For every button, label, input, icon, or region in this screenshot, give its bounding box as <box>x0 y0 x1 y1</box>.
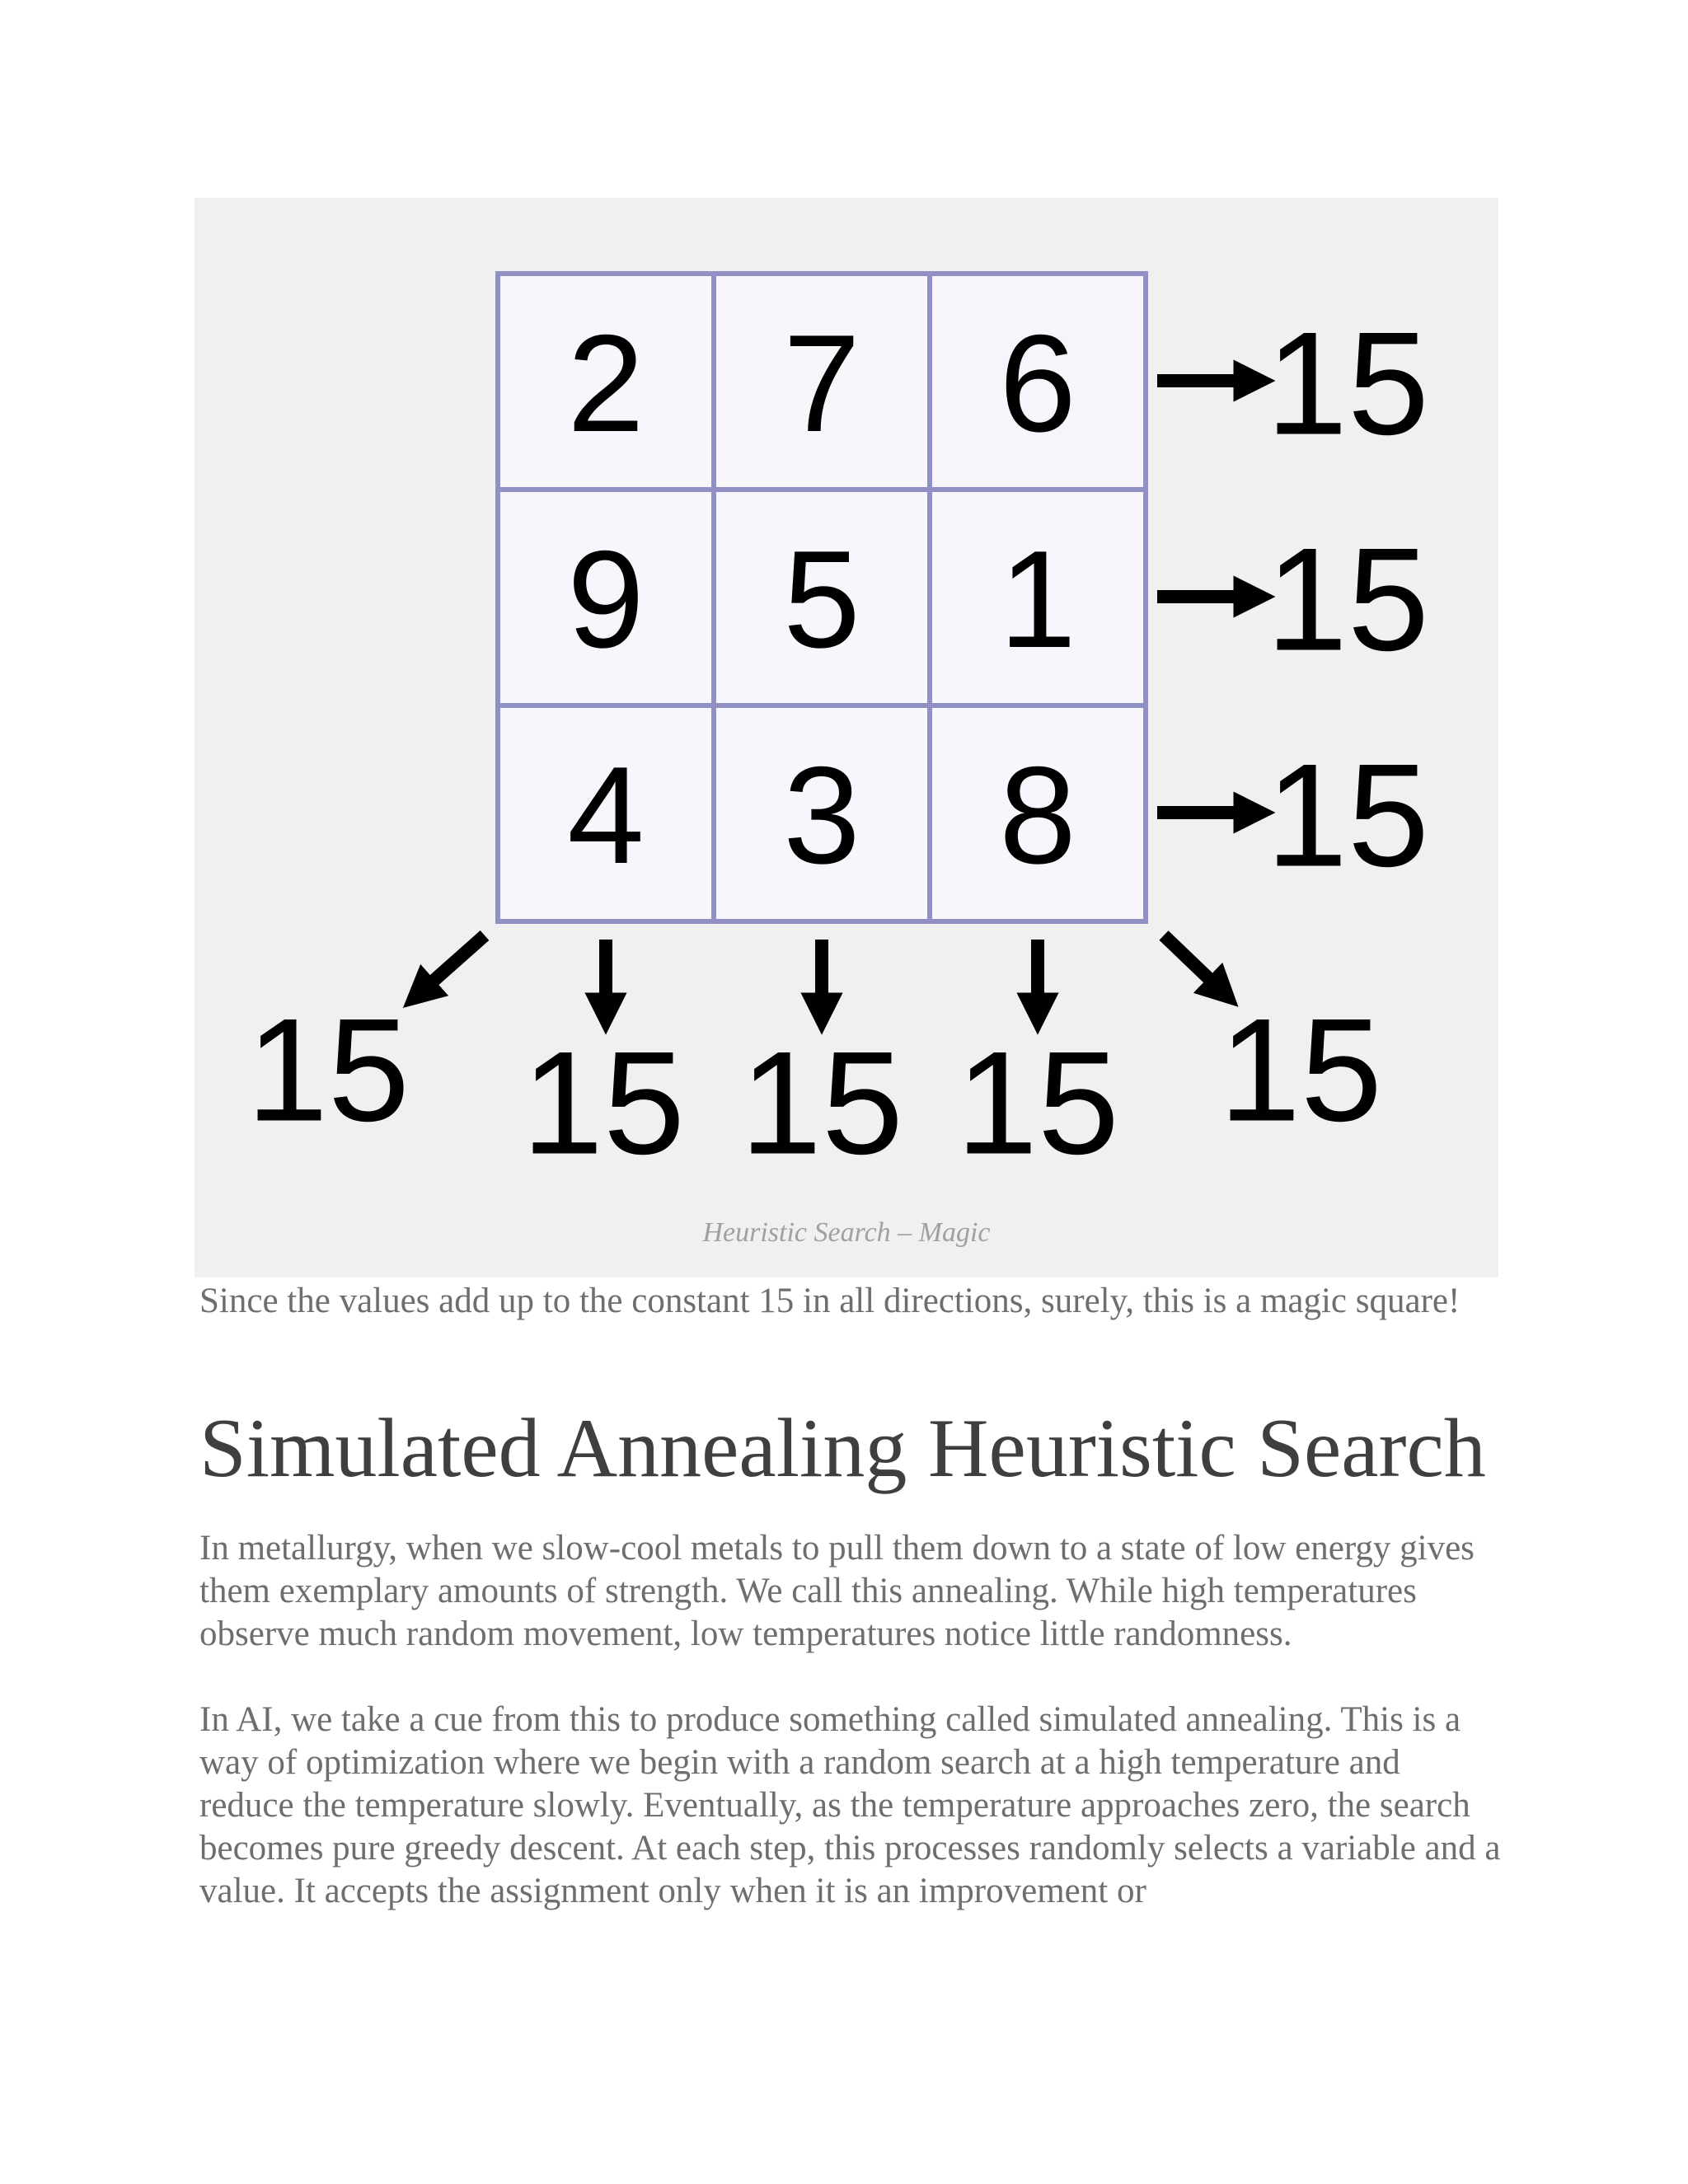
cell-value: 7 <box>783 306 860 461</box>
cell-value: 8 <box>999 738 1076 893</box>
cell-value: 4 <box>567 738 645 893</box>
body-paragraph <box>199 1527 1502 1656</box>
anti-diagonal-arrow <box>419 935 485 994</box>
cell-value: 5 <box>783 522 860 677</box>
paragraph-text: In metallurgy, when we slow-cool metals to pull them down to a state of low energy gives them exemplary amounts of strength. We call this annealing. While high temperatures observe much random movement, low temperatures notice little randomness. <box>199 1529 1475 1653</box>
cell-value: 6 <box>999 306 1076 461</box>
main-diagonal-sum: 15 <box>1219 987 1382 1152</box>
row-sum: 15 <box>1266 733 1429 898</box>
anti-diagonal-sum: 15 <box>246 987 410 1152</box>
column-sum: 15 <box>522 1020 685 1185</box>
cell-value: 2 <box>567 306 645 461</box>
paragraph-text: In AI, we take a cue from this to produce something called simulated annealing. This is a way of optimization where we begin with a random search at a high temperature and reduce the temperature slowly. Eventually, as the temperature approaches zero, the search becomes pure greedy descent. At each step, this processes randomly selects a variable and a value. It accepts the assignment only when it is an improvement or <box>199 1700 1501 1910</box>
magic-square-diagram <box>195 198 1498 1277</box>
cell-value: 9 <box>567 522 645 677</box>
main-diagonal-arrow <box>1164 935 1223 992</box>
section-heading: Simulated Annealing Heuristic Search <box>199 1402 1486 1495</box>
intro-paragraph: Since the values add up to the constant 15 in all directions, surely, this is a magic square! <box>199 1282 1461 1320</box>
cell-value: 1 <box>999 522 1076 677</box>
row-sum: 15 <box>1266 517 1429 682</box>
cell-value: 3 <box>783 738 860 893</box>
column-sum: 15 <box>740 1020 903 1185</box>
column-sum: 15 <box>956 1020 1119 1185</box>
figure-caption: Heuristic Search – Magic <box>702 1217 991 1248</box>
magic-square-figure <box>195 198 1498 1277</box>
body-paragraph <box>199 1699 1502 1913</box>
row-sum: 15 <box>1266 301 1429 466</box>
